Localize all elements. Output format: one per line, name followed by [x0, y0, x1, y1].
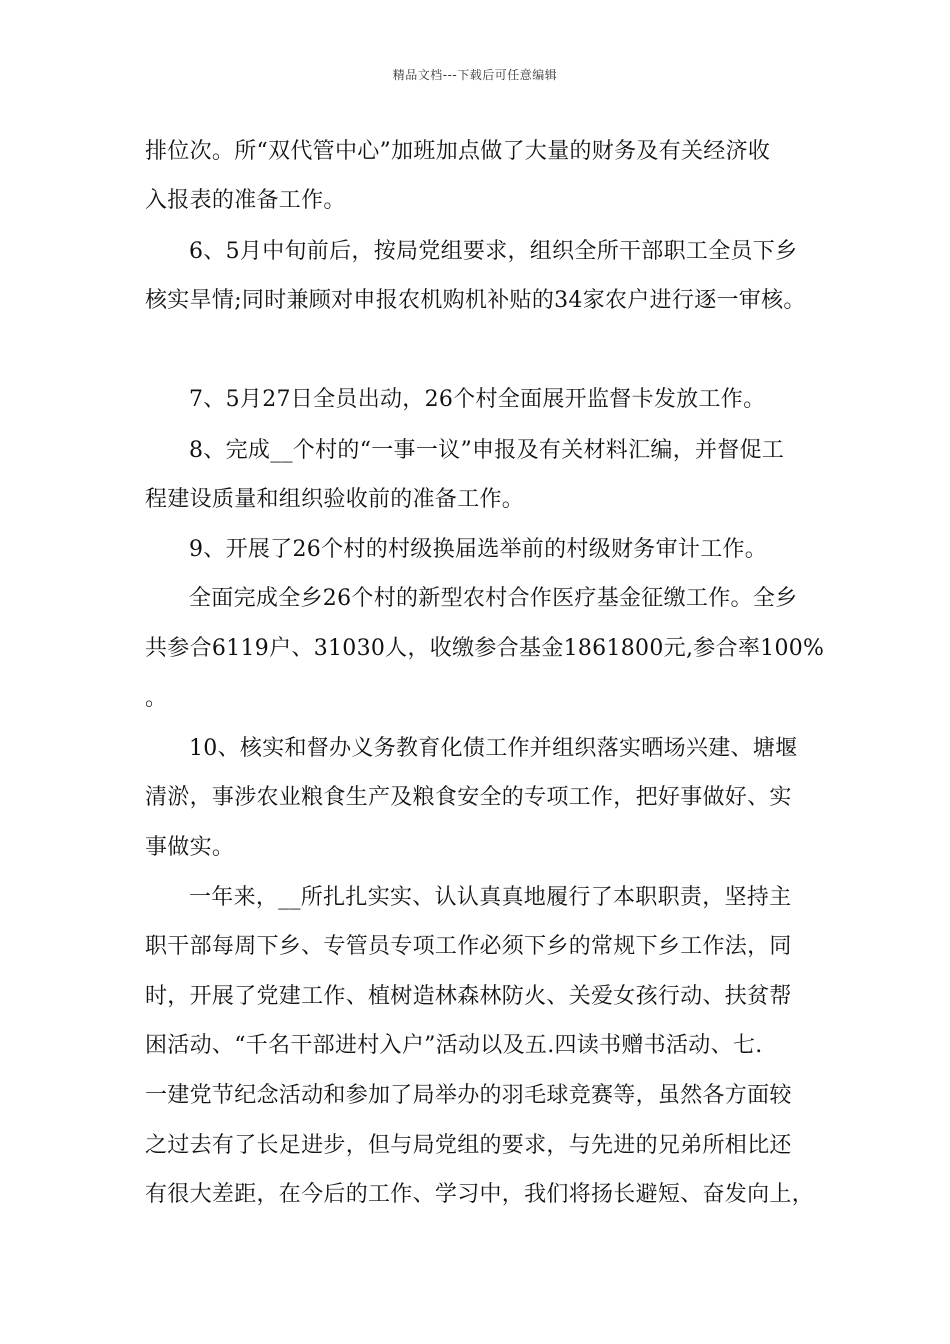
- text-line: 程建设质量和组织验收前的准备工作。: [145, 487, 525, 512]
- text-line: 之过去有了长足进步，但与局党组的要求，与先进的兄弟所相比还: [145, 1133, 792, 1158]
- text-line: 有很大差距，在今后的工作、学习中，我们将扬长避短、奋发向上，: [145, 1182, 815, 1207]
- text-line: 6、5月中旬前后，按局党组要求，组织全所干部职工全员下乡: [189, 239, 798, 264]
- text-line: 事做实。: [145, 835, 235, 860]
- text-line: 职干部每周下乡、专管员专项工作必须下乡的常规下乡工作法，同: [145, 934, 792, 959]
- text-line: 7、5月27日全员出动，26个村全面展开监督卡发放工作。: [189, 387, 766, 412]
- text-line: 核实旱情;同时兼顾对申报农机购机补贴的34家农户进行逐一审核。: [145, 288, 806, 313]
- text-line: 全面完成全乡26个村的新型农村合作医疗基金征缴工作。全乡: [189, 586, 798, 611]
- text-line: 一年来，__所扎扎实实、认认真真地履行了本职职责，坚持主: [189, 885, 792, 910]
- text-line: 9、开展了26个村的村级换届选举前的村级财务审计工作。: [189, 537, 768, 562]
- text-line: 入报表的准备工作。: [145, 188, 346, 213]
- text-line: 一建党节纪念活动和参加了局举办的羽毛球竞赛等，虽然各方面较: [145, 1083, 792, 1108]
- text-line: 。: [145, 686, 168, 711]
- page-header: 精品文档---下载后可任意编辑: [392, 68, 558, 82]
- text-line: 共参合6119户、31030人，收缴参合基金1861800元,参合率100%: [145, 636, 825, 661]
- text-line: 10、核实和督办义务教育化债工作并组织落实晒场兴建、塘堰: [189, 736, 798, 761]
- text-line: 困活动、“千名干部进村入户”活动以及五.四读书赠书活动、七.: [145, 1033, 763, 1058]
- text-line: 时，开展了党建工作、植树造林森林防火、关爱女孩行动、扶贫帮: [145, 984, 792, 1009]
- text-line: 8、完成__个村的“一事一议”申报及有关材料汇编，并督促工: [189, 438, 785, 463]
- text-line: 排位次。所“双代管中心”加班加点做了大量的财务及有关经济收: [145, 139, 771, 164]
- text-line: 清淤，事涉农业粮食生产及粮食安全的专项工作，把好事做好、实: [145, 785, 792, 810]
